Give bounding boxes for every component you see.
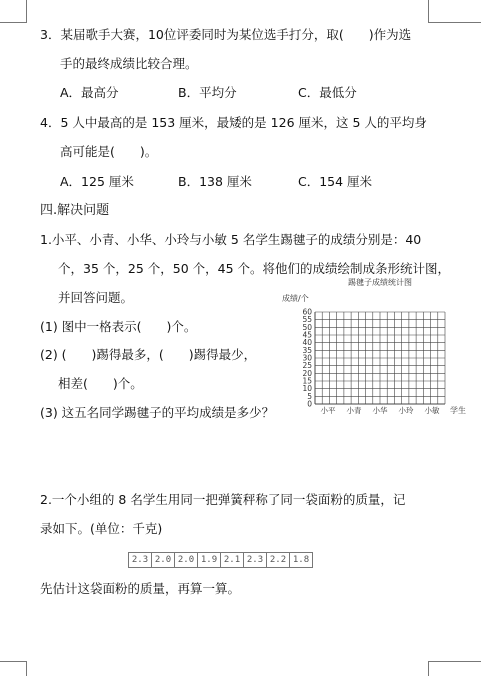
q4-option-b: B．138 厘米	[178, 174, 252, 189]
x-category-label: 小玲	[398, 406, 414, 415]
y-tick-label: 30	[302, 353, 312, 363]
p1-sub2: (2) ( )踢得最多，( )踢得最少，	[40, 347, 257, 362]
x-category-label: 小华	[372, 406, 388, 415]
q4-option-c: C．154 厘米	[298, 174, 373, 189]
page-corner-mark	[0, 0, 27, 23]
page-corner-mark	[428, 0, 481, 23]
y-tick-label: 5	[307, 391, 312, 401]
y-tick-label: 25	[302, 361, 312, 371]
chart-x-axis-label: 学生	[450, 406, 466, 415]
x-category-label: 小敏	[424, 406, 440, 415]
y-tick-label: 20	[302, 368, 312, 378]
weights-table	[128, 552, 313, 568]
bar-chart	[280, 276, 470, 421]
p1-line3: 并回答问题。	[58, 290, 134, 305]
p1-line1: 1.小平、小青、小华、小玲与小敏 5 名学生踢毽子的成绩分别是：40	[40, 232, 422, 247]
p2-line2: 录如下。(单位：千克)	[40, 521, 163, 536]
weight-cell: 1.8	[290, 553, 313, 568]
y-tick-label: 35	[302, 345, 312, 355]
chart-title: 踢毽子成绩统计图	[348, 278, 412, 287]
weight-cell: 2.0	[152, 553, 175, 568]
page-corner-mark	[428, 661, 481, 676]
weight-cell: 2.3	[129, 553, 152, 568]
y-tick-label: 50	[302, 322, 312, 332]
q4-stem: 4．5 人中最高的是 153 厘米，最矮的是 126 厘米，这 5 人的平均身	[40, 115, 427, 130]
p2-line1: 2.一个小组的 8 名学生用同一把弹簧秤称了同一袋面粉的质量，记	[40, 492, 406, 507]
q4-option-a: A．125 厘米	[60, 174, 134, 189]
q3-stem: 3．某届歌手大赛，10位评委同时为某位选手打分，取( )作为选	[40, 27, 412, 42]
y-tick-label: 40	[302, 338, 312, 348]
weight-cell: 2.3	[244, 553, 267, 568]
section-title: 四.解决问题	[40, 203, 110, 218]
p1-line2: 个，35 个，25 个，50 个，45 个。将他们的成绩绘制成条形统计图，	[58, 261, 451, 276]
page-corner-mark	[0, 661, 27, 676]
p1-sub1: (1) 图中一格表示( )个。	[40, 319, 197, 334]
p1-sub3: (3) 这五名同学踢毽子的平均成绩是多少？	[40, 405, 275, 420]
y-tick-label: 60	[302, 307, 312, 317]
q4-stem-cont: 高可能是( )。	[60, 144, 158, 159]
weight-cell: 2.1	[221, 553, 244, 568]
q3-stem-cont: 手的最终成绩比较合理。	[60, 56, 198, 71]
p2-line3: 先估计这袋面粉的质量，再算一算。	[40, 581, 241, 596]
x-category-label: 小平	[320, 406, 336, 415]
q3-option-a: A．最高分	[60, 85, 119, 100]
x-category-label: 小青	[346, 406, 362, 415]
weight-cell: 1.9	[198, 553, 221, 568]
y-tick-label: 0	[307, 399, 312, 409]
weight-cell: 2.0	[175, 553, 198, 568]
q3-option-c: C．最低分	[298, 85, 357, 100]
chart-y-axis-label: 成绩/个	[282, 294, 309, 303]
y-tick-label: 55	[302, 315, 312, 325]
y-tick-label: 15	[302, 376, 312, 386]
y-tick-label: 45	[302, 330, 312, 340]
y-tick-label: 10	[302, 384, 312, 394]
p1-sub2b: 相差( )个。	[58, 376, 143, 391]
weight-cell: 2.2	[267, 553, 290, 568]
q3-option-b: B．平均分	[178, 85, 237, 100]
